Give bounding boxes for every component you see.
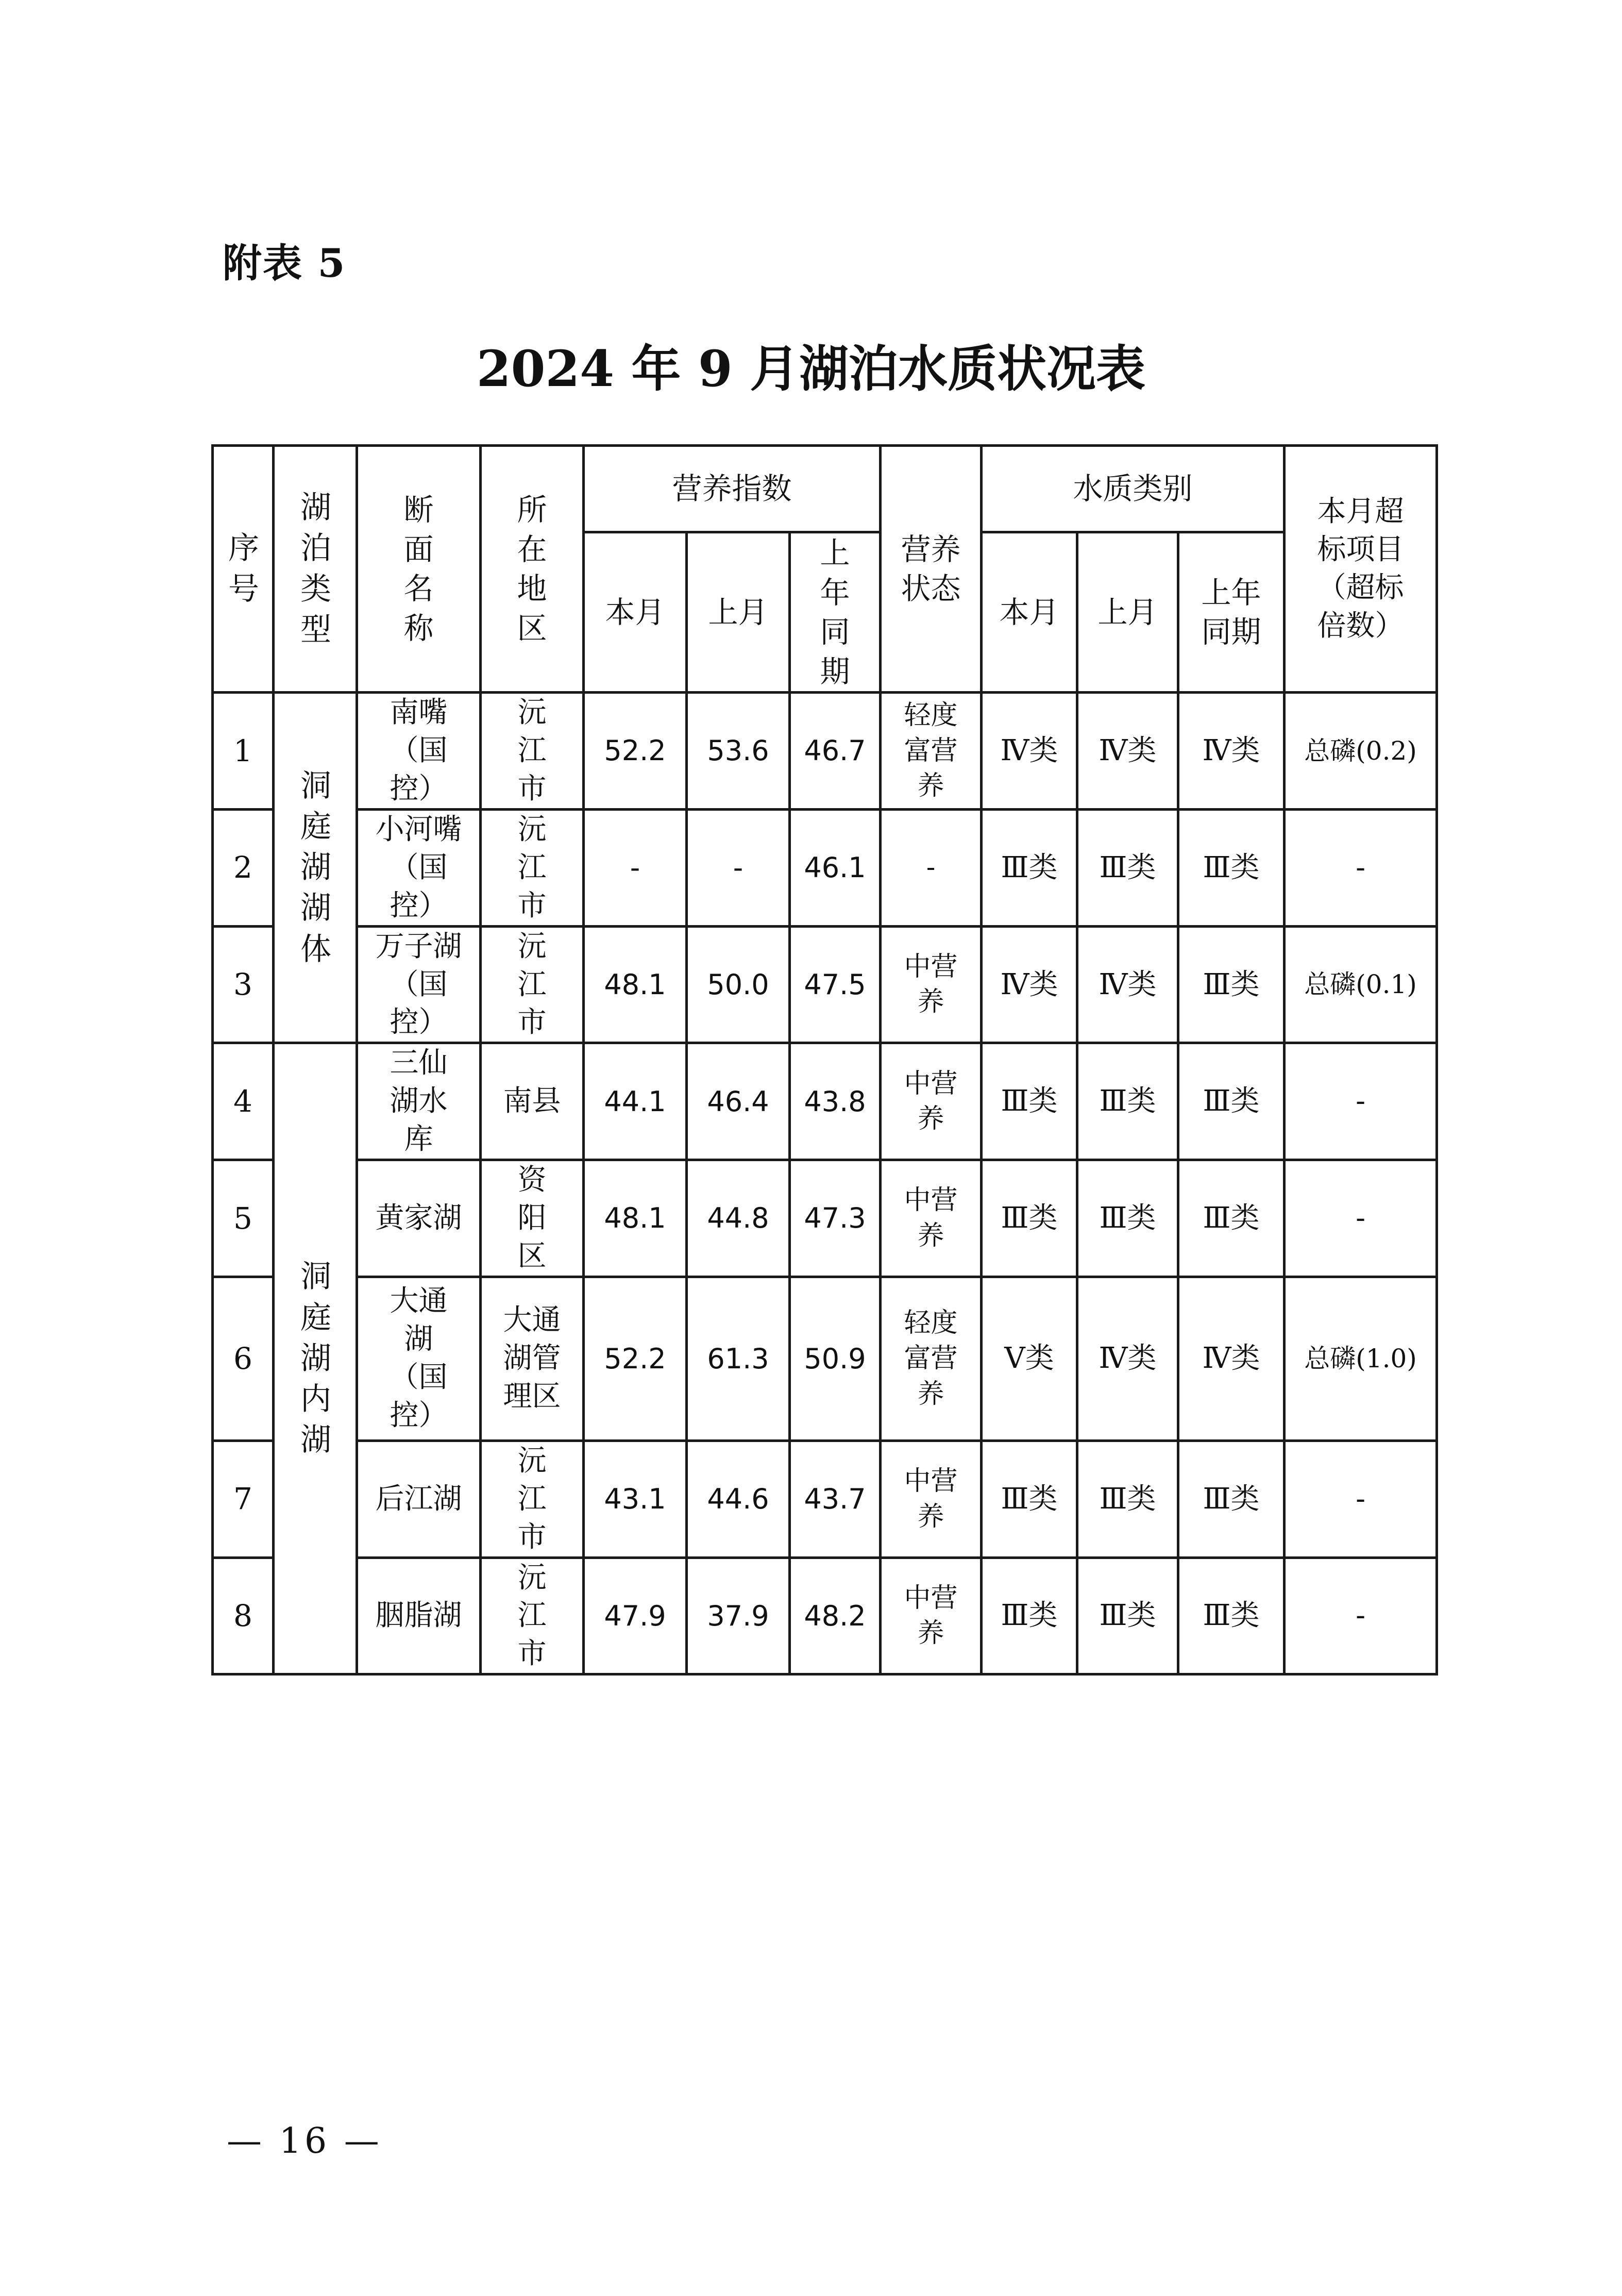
row-ti-ly: 46.7 <box>790 693 881 810</box>
row-exceed: 总磷(0.1) <box>1285 926 1437 1043</box>
row-seq: 2 <box>213 809 274 926</box>
row-name: 后江湖 <box>357 1440 481 1557</box>
row-state: 中营养 <box>881 1557 982 1674</box>
table-row <box>213 926 1437 1043</box>
group-lake-body: 洞庭湖湖体 <box>274 693 357 1043</box>
row-ti-last: 61.3 <box>687 1277 790 1440</box>
row-wq-ly: Ⅲ类 <box>1178 1440 1285 1557</box>
table-row <box>213 1160 1437 1277</box>
row-region: 大通湖管理区 <box>481 1277 584 1440</box>
row-ti-this: 43.1 <box>584 1440 687 1557</box>
row-ti-this: 52.2 <box>584 693 687 810</box>
table-row <box>213 693 1437 810</box>
table-row <box>213 1440 1437 1557</box>
row-state: 中营养 <box>881 1043 982 1160</box>
row-ti-this: 48.1 <box>584 1160 687 1277</box>
row-seq: 4 <box>213 1043 274 1160</box>
header-water-quality: 水质类别 <box>982 446 1285 532</box>
row-exceed: - <box>1285 1557 1437 1674</box>
row-ti-ly: 47.5 <box>790 926 881 1043</box>
row-state: 中营养 <box>881 1440 982 1557</box>
row-wq-this: Ⅲ类 <box>982 809 1077 926</box>
row-ti-this: - <box>584 809 687 926</box>
row-ti-last: 53.6 <box>687 693 790 810</box>
row-exceed: - <box>1285 1043 1437 1160</box>
row-exceed: 总磷(1.0) <box>1285 1277 1437 1440</box>
row-wq-ly: Ⅲ类 <box>1178 1043 1285 1160</box>
row-ti-last: 37.9 <box>687 1557 790 1674</box>
row-ti-ly: 43.7 <box>790 1440 881 1557</box>
row-state: 中营养 <box>881 926 982 1043</box>
header-ti-this-month: 本月 <box>584 532 687 693</box>
row-wq-last: Ⅲ类 <box>1077 1160 1178 1277</box>
row-state: 轻度富营养 <box>881 693 982 810</box>
row-wq-this: Ⅳ类 <box>982 926 1077 1043</box>
row-seq: 8 <box>213 1557 274 1674</box>
row-exceed: - <box>1285 1160 1437 1277</box>
header-nutrition-state: 营养状态 <box>881 446 982 693</box>
page-number: — 16 — <box>227 2121 382 2161</box>
table-row <box>213 1277 1437 1440</box>
header-exceed: 本月超标项目（超标倍数） <box>1285 446 1437 693</box>
row-name: 大通湖（国控） <box>357 1277 481 1440</box>
row-ti-last: 44.8 <box>687 1160 790 1277</box>
row-ti-this: 52.2 <box>584 1277 687 1440</box>
row-wq-this: Ⅲ类 <box>982 1160 1077 1277</box>
appendix-label: 附表 5 <box>223 240 346 286</box>
row-name: 小河嘴（国控） <box>357 809 481 926</box>
row-exceed: - <box>1285 809 1437 926</box>
header-seq: 序号 <box>213 446 274 693</box>
row-ti-last: 46.4 <box>687 1043 790 1160</box>
header-lake-type: 湖泊类型 <box>274 446 357 693</box>
row-name: 胭脂湖 <box>357 1557 481 1674</box>
row-exceed: - <box>1285 1440 1437 1557</box>
row-ti-ly: 48.2 <box>790 1557 881 1674</box>
header-region: 所在地区 <box>481 446 584 693</box>
row-wq-ly: Ⅳ类 <box>1178 693 1285 810</box>
row-wq-this: Ⅴ类 <box>982 1277 1077 1440</box>
row-wq-last: Ⅳ类 <box>1077 926 1178 1043</box>
row-seq: 1 <box>213 693 274 810</box>
row-region: 沅江市 <box>481 1557 584 1674</box>
row-wq-last: Ⅲ类 <box>1077 1557 1178 1674</box>
row-seq: 6 <box>213 1277 274 1440</box>
row-wq-ly: Ⅲ类 <box>1178 1160 1285 1277</box>
row-ti-last: - <box>687 809 790 926</box>
row-name: 万子湖（国控） <box>357 926 481 1043</box>
row-seq: 7 <box>213 1440 274 1557</box>
row-seq: 3 <box>213 926 274 1043</box>
row-region: 沅江市 <box>481 693 584 810</box>
page-title: 2024 年 9 月湖泊水质状况表 <box>476 340 1146 398</box>
header-ti-last-year: 上年同期 <box>790 532 881 693</box>
table-row <box>213 809 1437 926</box>
row-ti-ly: 50.9 <box>790 1277 881 1440</box>
row-wq-this: Ⅲ类 <box>982 1557 1077 1674</box>
row-state: 轻度富营养 <box>881 1277 982 1440</box>
row-ti-last: 50.0 <box>687 926 790 1043</box>
row-wq-ly: Ⅲ类 <box>1178 1557 1285 1674</box>
row-wq-last: Ⅲ类 <box>1077 1043 1178 1160</box>
table-row <box>213 1043 1437 1160</box>
row-ti-ly: 43.8 <box>790 1043 881 1160</box>
group-inner-lakes: 洞庭湖内湖 <box>274 1043 357 1674</box>
row-ti-ly: 47.3 <box>790 1160 881 1277</box>
row-region: 南县 <box>481 1043 584 1160</box>
row-ti-this: 48.1 <box>584 926 687 1043</box>
row-region: 沅江市 <box>481 926 584 1043</box>
row-name: 三仙湖水库 <box>357 1043 481 1160</box>
row-ti-this: 47.9 <box>584 1557 687 1674</box>
row-region: 沅江市 <box>481 809 584 926</box>
row-region: 资阳区 <box>481 1160 584 1277</box>
row-wq-ly: Ⅲ类 <box>1178 809 1285 926</box>
row-wq-last: Ⅲ类 <box>1077 809 1178 926</box>
row-name: 南嘴（国控） <box>357 693 481 810</box>
row-wq-last: Ⅲ类 <box>1077 1440 1178 1557</box>
row-wq-ly: Ⅳ类 <box>1178 1277 1285 1440</box>
row-state: - <box>881 809 982 926</box>
header-wq-last-month: 上月 <box>1077 532 1178 693</box>
row-name: 黄家湖 <box>357 1160 481 1277</box>
row-region: 沅江市 <box>481 1440 584 1557</box>
row-state: 中营养 <box>881 1160 982 1277</box>
row-wq-last: Ⅳ类 <box>1077 693 1178 810</box>
header-wq-last-year: 上年同期 <box>1178 532 1285 693</box>
row-wq-this: Ⅲ类 <box>982 1440 1077 1557</box>
header-wq-this-month: 本月 <box>982 532 1077 693</box>
row-ti-ly: 46.1 <box>790 809 881 926</box>
header-ti-last-month: 上月 <box>687 532 790 693</box>
header-nutrition-index: 营养指数 <box>584 446 881 532</box>
row-wq-this: Ⅳ类 <box>982 693 1077 810</box>
row-wq-this: Ⅲ类 <box>982 1043 1077 1160</box>
water-quality-table <box>211 444 1438 1675</box>
row-seq: 5 <box>213 1160 274 1277</box>
header-section-name: 断面名称 <box>357 446 481 693</box>
row-exceed: 总磷(0.2) <box>1285 693 1437 810</box>
row-ti-this: 44.1 <box>584 1043 687 1160</box>
row-wq-ly: Ⅲ类 <box>1178 926 1285 1043</box>
row-ti-last: 44.6 <box>687 1440 790 1557</box>
table-row <box>213 1557 1437 1674</box>
row-wq-last: Ⅳ类 <box>1077 1277 1178 1440</box>
